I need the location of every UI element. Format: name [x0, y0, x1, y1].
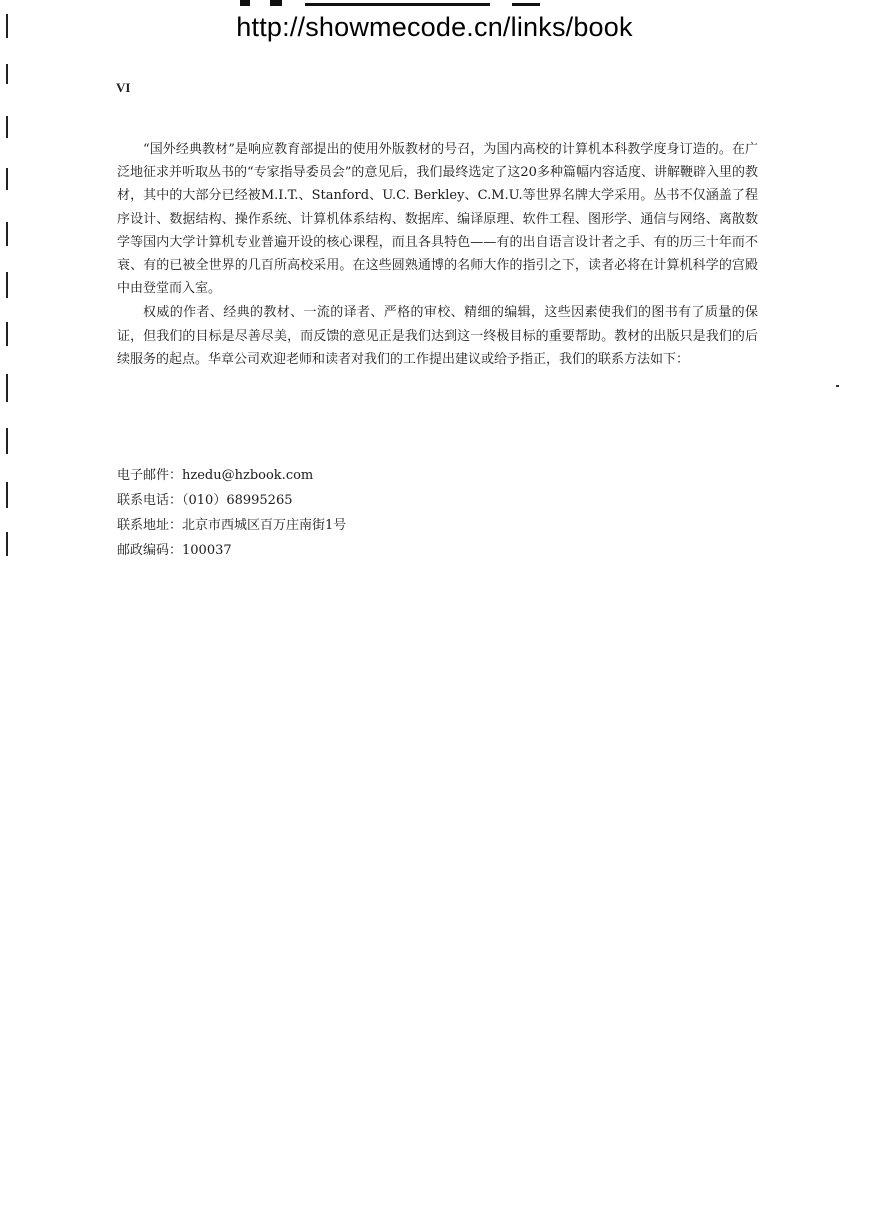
- scan-margin-mark: [6, 222, 8, 246]
- contact-block: [117, 463, 346, 563]
- scan-margin-mark: [6, 14, 8, 38]
- contact-postcode: 邮政编码：100037: [117, 543, 232, 558]
- scan-speck: [836, 385, 839, 387]
- scan-edge-fragment: [270, 0, 282, 6]
- contact-address: 联系地址：北京市西城区百万庄南街1号: [117, 518, 347, 533]
- scan-margin-mark: [6, 532, 8, 556]
- scan-margin-mark: [6, 374, 8, 402]
- body-text: [117, 138, 758, 371]
- header-url: http://showmecode.cn/links/book: [236, 12, 633, 42]
- scan-edge-fragment: [512, 3, 540, 6]
- scan-margin-mark: [6, 428, 8, 454]
- scan-margin-mark: [6, 482, 8, 508]
- scan-margin-mark: [6, 322, 8, 346]
- scan-margin-mark: [6, 64, 8, 84]
- page-number: VI: [116, 80, 131, 95]
- scan-edge-fragment: [305, 3, 490, 6]
- scan-margin-mark: [6, 116, 8, 138]
- scan-margin-mark: [6, 272, 8, 298]
- contact-phone: 联系电话：（010）68995265: [117, 493, 293, 508]
- paragraph: “国外经典教材”是响应教育部提出的使用外版教材的号召，为国内高校的计算机本科教学度身订造的。在广泛地征求并听取丛书的“专家指导委员会”的意见后，我们最终选定了这20多种篇幅内容适度、讲解鞭辟入里的教材，其中的大部分已经被M.I.T.、Stanford、U.C. Berkley、C.M.U.等世界名牌大学采用。丛书不仅涵盖了程序设计、数据结构、操作系统、计算机体系结构、数据库、编译原理、软件工程、图形学、通信与网络、离散数学等国内大学计算机专业普遍开设的核心课程，而且各具特色——有的出自语言设计者之手、有的历三十年而不衰、有的已被全世界的几百所高校采用。在这些圆熟通博的名师大作的指引之下，读者必将在计算机科学的宫殿中由登堂而入室。: [117, 142, 758, 297]
- paragraph: 权威的作者、经典的教材、一流的译者、严格的审校、精细的编辑，这些因素使我们的图书有了质量的保证，但我们的目标是尽善尽美，而反馈的意见正是我们达到这一终极目标的重要帮助。教材的出版只是我们的后续服务的起点。华章公司欢迎老师和读者对我们的工作提出建议或给予指正，我们的联系方法如下：: [117, 305, 758, 367]
- scan-edge-fragment: [240, 0, 250, 6]
- scan-margin-mark: [6, 168, 8, 190]
- contact-email: 电子邮件：hzedu@hzbook.com: [117, 468, 314, 483]
